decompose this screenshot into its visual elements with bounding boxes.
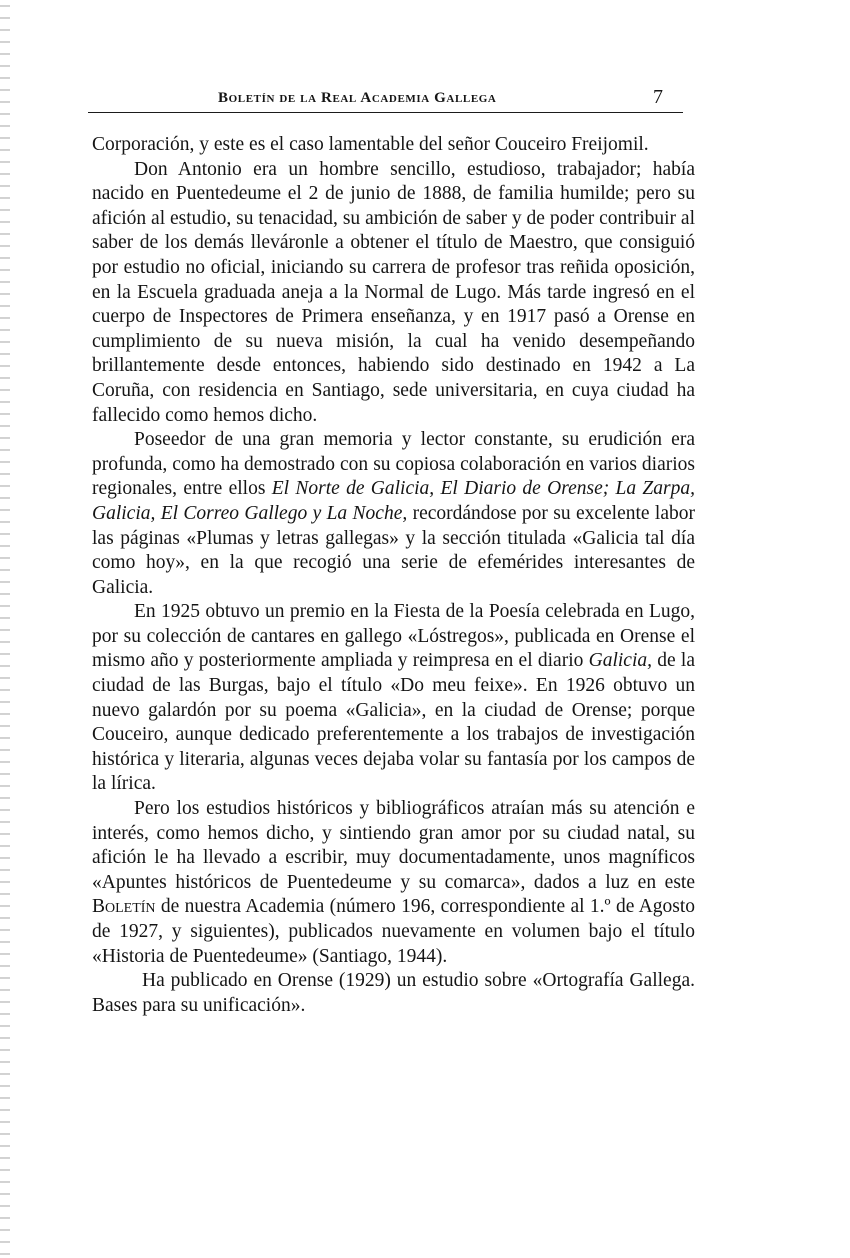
journal-title: Boletín de la Real Academia Gallega — [218, 90, 497, 106]
paragraph-6: Ha publicado en Orense (1929) un estudio sobre «Ortografía Gallega. Bases para su unificación». — [92, 970, 695, 1016]
paragraph-5-text-b: de nuestra Academia (número 196, correspondiente al 1.º de Agosto de 1927, y siguientes), publicados nuevamente en volumen bajo el título «Historia de Puentedeume» (Santiago, 1944). — [92, 896, 695, 967]
running-header — [88, 86, 683, 113]
newspaper-galicia: Galicia, — [588, 650, 652, 672]
scan-edge-noise — [0, 0, 10, 1258]
boletin-smallcaps: Boletín — [92, 896, 156, 918]
paragraph-1: Corporación, y este es el caso lamentable del señor Couceiro Freijomil. — [92, 134, 649, 155]
paragraph-2: Don Antonio era un hombre sencillo, estudioso, trabajador; había nacido en Puentedeume el 2 de junio de 1888, de familia humilde; pero su afición al estudio, su tenacidad, su ambición de saber y de poder contribuir al saber de los demás lleváronle a obtener el título de Maestro, que consiguió por estudio no oficial, iniciando su carrera de profesor tras reñida oposición, en la Escuela graduada aneja a la Normal de Lugo. Más tarde ingresó en el cuerpo de Inspectores de Primera enseñanza, y en 1917 pasó a Orense en cumplimiento de su nueva misión, la cual ha venido desempeñando brillantemente desde entonces, habiendo sido destinado en 1942 a La Coruña, con residencia en Santiago, sede universitaria, en cuya ciudad ha fallecido como hemos dicho. — [92, 158, 695, 426]
paragraph-5 — [92, 797, 695, 969]
newspaper-names: El Norte de Galicia, El Diario de Orense; La Zarpa, Galicia, El Correo Gallego y La Noche, — [92, 478, 695, 524]
paragraph-5-text-a: Pero los estudios históricos y bibliográficos atraían más su atención e interés, como hemos dicho, y sintiendo gran amor por su ciudad natal, su afición le ha llevado a escribir, muy documentadamente, unos magníficos «Apuntes históricos de Puentedeume y su comarca», dados a luz en este — [92, 798, 695, 893]
page-number: 7 — [653, 86, 663, 108]
paragraph-4 — [92, 600, 695, 797]
paragraph-3-text-b: recordándose por su excelente labor las páginas «Plumas y letras gallegas» y la sección titulada «Galicia tal día como hoy», en la que recogió una serie de efemérides interesantes de Galicia. — [92, 502, 695, 598]
paragraph-3-text-a: Poseedor de una gran memoria y lector constante, su erudición era profunda, como ha demostrado con su copiosa colaboración en varios diarios regionales, entre ellos — [92, 429, 695, 500]
article-body — [92, 133, 695, 1018]
paragraph-4-text-b: de la ciudad de las Burgas, bajo el título «Do meu feixe». En 1926 obtuvo un nuevo galardón por su poema «Galicia», en la ciudad de Orense; porque Couceiro, aunque dedicado preferentemente a los trabajos de investigación histórica y literaria, algunas veces dejaba volar su fantasía por los campos de la lírica. — [92, 650, 695, 795]
paragraph-4-text-a: En 1925 obtuvo un premio en la Fiesta de la Poesía celebrada en Lugo, por su colección de cantares en gallego «Lóstregos», publicada en Orense el mismo año y posteriormente ampliada y reimpresa en el diario — [92, 601, 695, 672]
paragraph-3 — [92, 428, 695, 600]
